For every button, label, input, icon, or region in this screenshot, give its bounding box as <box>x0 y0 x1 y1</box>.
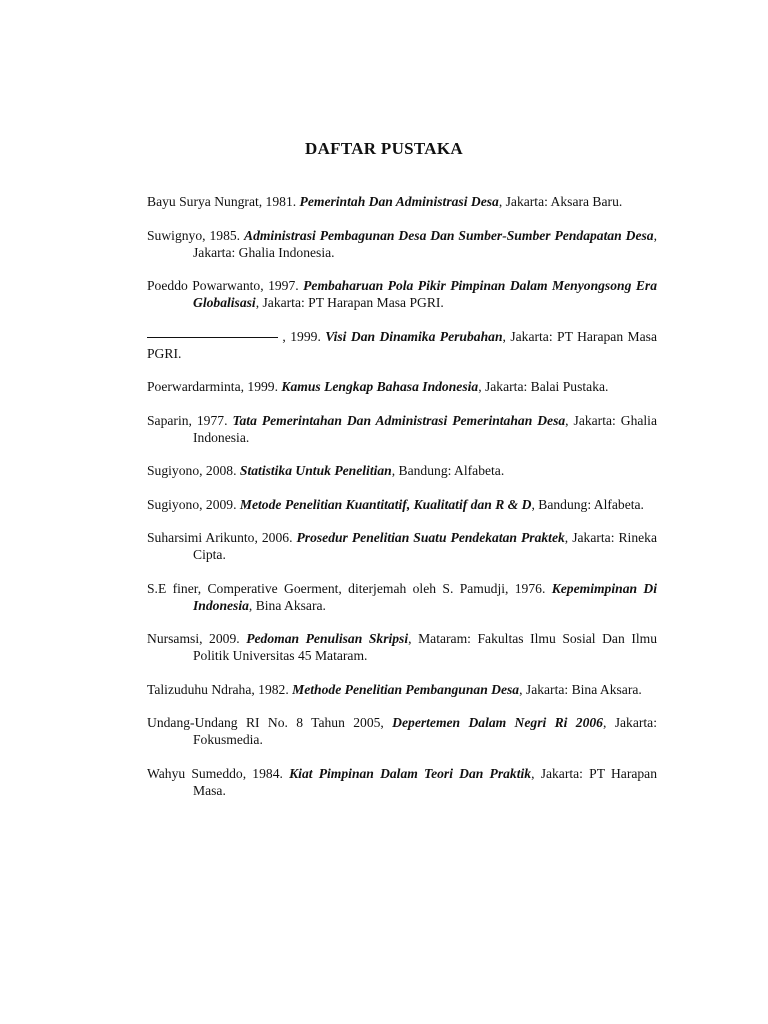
reference-author-year: Undang-Undang RI No. 8 Tahun 2005, <box>147 715 393 730</box>
reference-title: Tata Pemerintahan Dan Administrasi Pemerintahan Desa <box>232 412 566 428</box>
same-author-dash-line <box>147 337 278 338</box>
reference-title: Pembaharuan Pola Pikir Pimpinan Dalam Menyongsong Era Globalisasi <box>193 278 657 310</box>
reference-entry <box>147 714 657 748</box>
reference-title: Statistika Untuk Penelitian <box>239 463 392 478</box>
reference-entry <box>147 630 657 664</box>
reference-publisher: , Bandung: Alfabeta. <box>531 496 644 512</box>
reference-title: Pedoman Penulisan Skripsi <box>246 631 409 646</box>
reference-title: Prosedur Penelitian Suatu Pendekatan Praktek <box>296 530 565 545</box>
reference-title: Pemerintah Dan Administrasi Desa <box>299 194 499 209</box>
reference-title: Methode Penelitian Pembangunan Desa <box>292 681 520 697</box>
reference-author-year: S.E finer, Comperative Goerment, diterjemah oleh S. Pamudji, 1976. <box>147 580 552 596</box>
reference-publisher: , Bina Aksara. <box>248 597 326 613</box>
reference-author-year: Nursamsi, 2009. <box>147 631 247 646</box>
reference-author-year: Saparin, 1977. <box>147 412 233 428</box>
reference-author-year: Wahyu Sumeddo, 1984. <box>147 765 290 781</box>
reference-publisher: , Jakarta: PT Harapan Masa PGRI. <box>255 295 444 310</box>
reference-author-year: Suharsimi Arikunto, 2006. <box>147 530 297 545</box>
reference-author-year: Talizuduhu Ndraha, 1982. <box>147 681 293 697</box>
reference-author-year: Suwignyo, 1985. <box>147 227 244 243</box>
reference-publisher: , Jakarta: Ghalia Indonesia. <box>193 412 657 445</box>
reference-entry <box>147 227 657 261</box>
reference-entry <box>147 765 657 799</box>
reference-entry <box>147 412 657 446</box>
reference-author-year: Sugiyono, 2008. <box>147 463 240 478</box>
reference-title: Depertemen Dalam Negri Ri 2006 <box>392 715 603 730</box>
reference-title: Kiat Pimpinan Dalam Teori Dan Praktik <box>289 765 532 781</box>
reference-title: Kepemimpinan Di Indonesia <box>193 580 657 613</box>
reference-entry <box>147 681 657 698</box>
reference-publisher: , Bandung: Alfabeta. <box>391 463 505 478</box>
reference-entry <box>147 496 657 513</box>
reference-entry <box>147 529 657 563</box>
reference-entry <box>147 580 657 614</box>
reference-publisher: , Jakarta: PT Harapan Masa. <box>193 765 658 798</box>
reference-publisher: , Jakarta: Rineka Cipta. <box>193 530 657 562</box>
page-title: DAFTAR PUSTAKA <box>305 139 463 158</box>
reference-publisher: , Jakarta: Ghalia Indonesia. <box>193 227 657 260</box>
reference-author-year: Bayu Surya Nungrat, 1981. <box>147 194 300 209</box>
reference-title: Kamus Lengkap Bahasa Indonesia <box>281 379 479 394</box>
reference-entry <box>147 277 657 311</box>
reference-publisher: , Mataram: Fakultas Ilmu Sosial Dan Ilmu Politik Universitas 45 Mataram. <box>193 631 657 663</box>
reference-author-year: , 1999. <box>278 328 326 344</box>
reference-entry <box>147 328 657 362</box>
reference-entry <box>147 378 657 395</box>
reference-publisher: , Jakarta: Bina Aksara. <box>519 681 642 697</box>
reference-publisher: , Jakarta: PT Harapan Masa PGRI. <box>147 328 657 361</box>
reference-entry <box>147 462 657 479</box>
reference-title: Visi Dan Dinamika Perubahan <box>325 328 503 344</box>
reference-publisher: , Jakarta: Fokusmedia. <box>193 715 657 747</box>
reference-author-year: Poeddo Powarwanto, 1997. <box>147 278 304 293</box>
reference-author-year: Poerwardarminta, 1999. <box>147 379 282 394</box>
reference-publisher: , Jakarta: Balai Pustaka. <box>478 379 609 394</box>
reference-title: Metode Penelitian Kuantitatif, Kualitatif dan R & D <box>239 496 532 512</box>
reference-publisher: , Jakarta: Aksara Baru. <box>498 194 623 209</box>
reference-author-year: Sugiyono, 2009. <box>147 496 240 512</box>
reference-list <box>147 193 657 815</box>
reference-title: Administrasi Pembagunan Desa Dan Sumber-Sumber Pendapatan Desa <box>244 227 654 243</box>
reference-entry <box>147 193 657 210</box>
